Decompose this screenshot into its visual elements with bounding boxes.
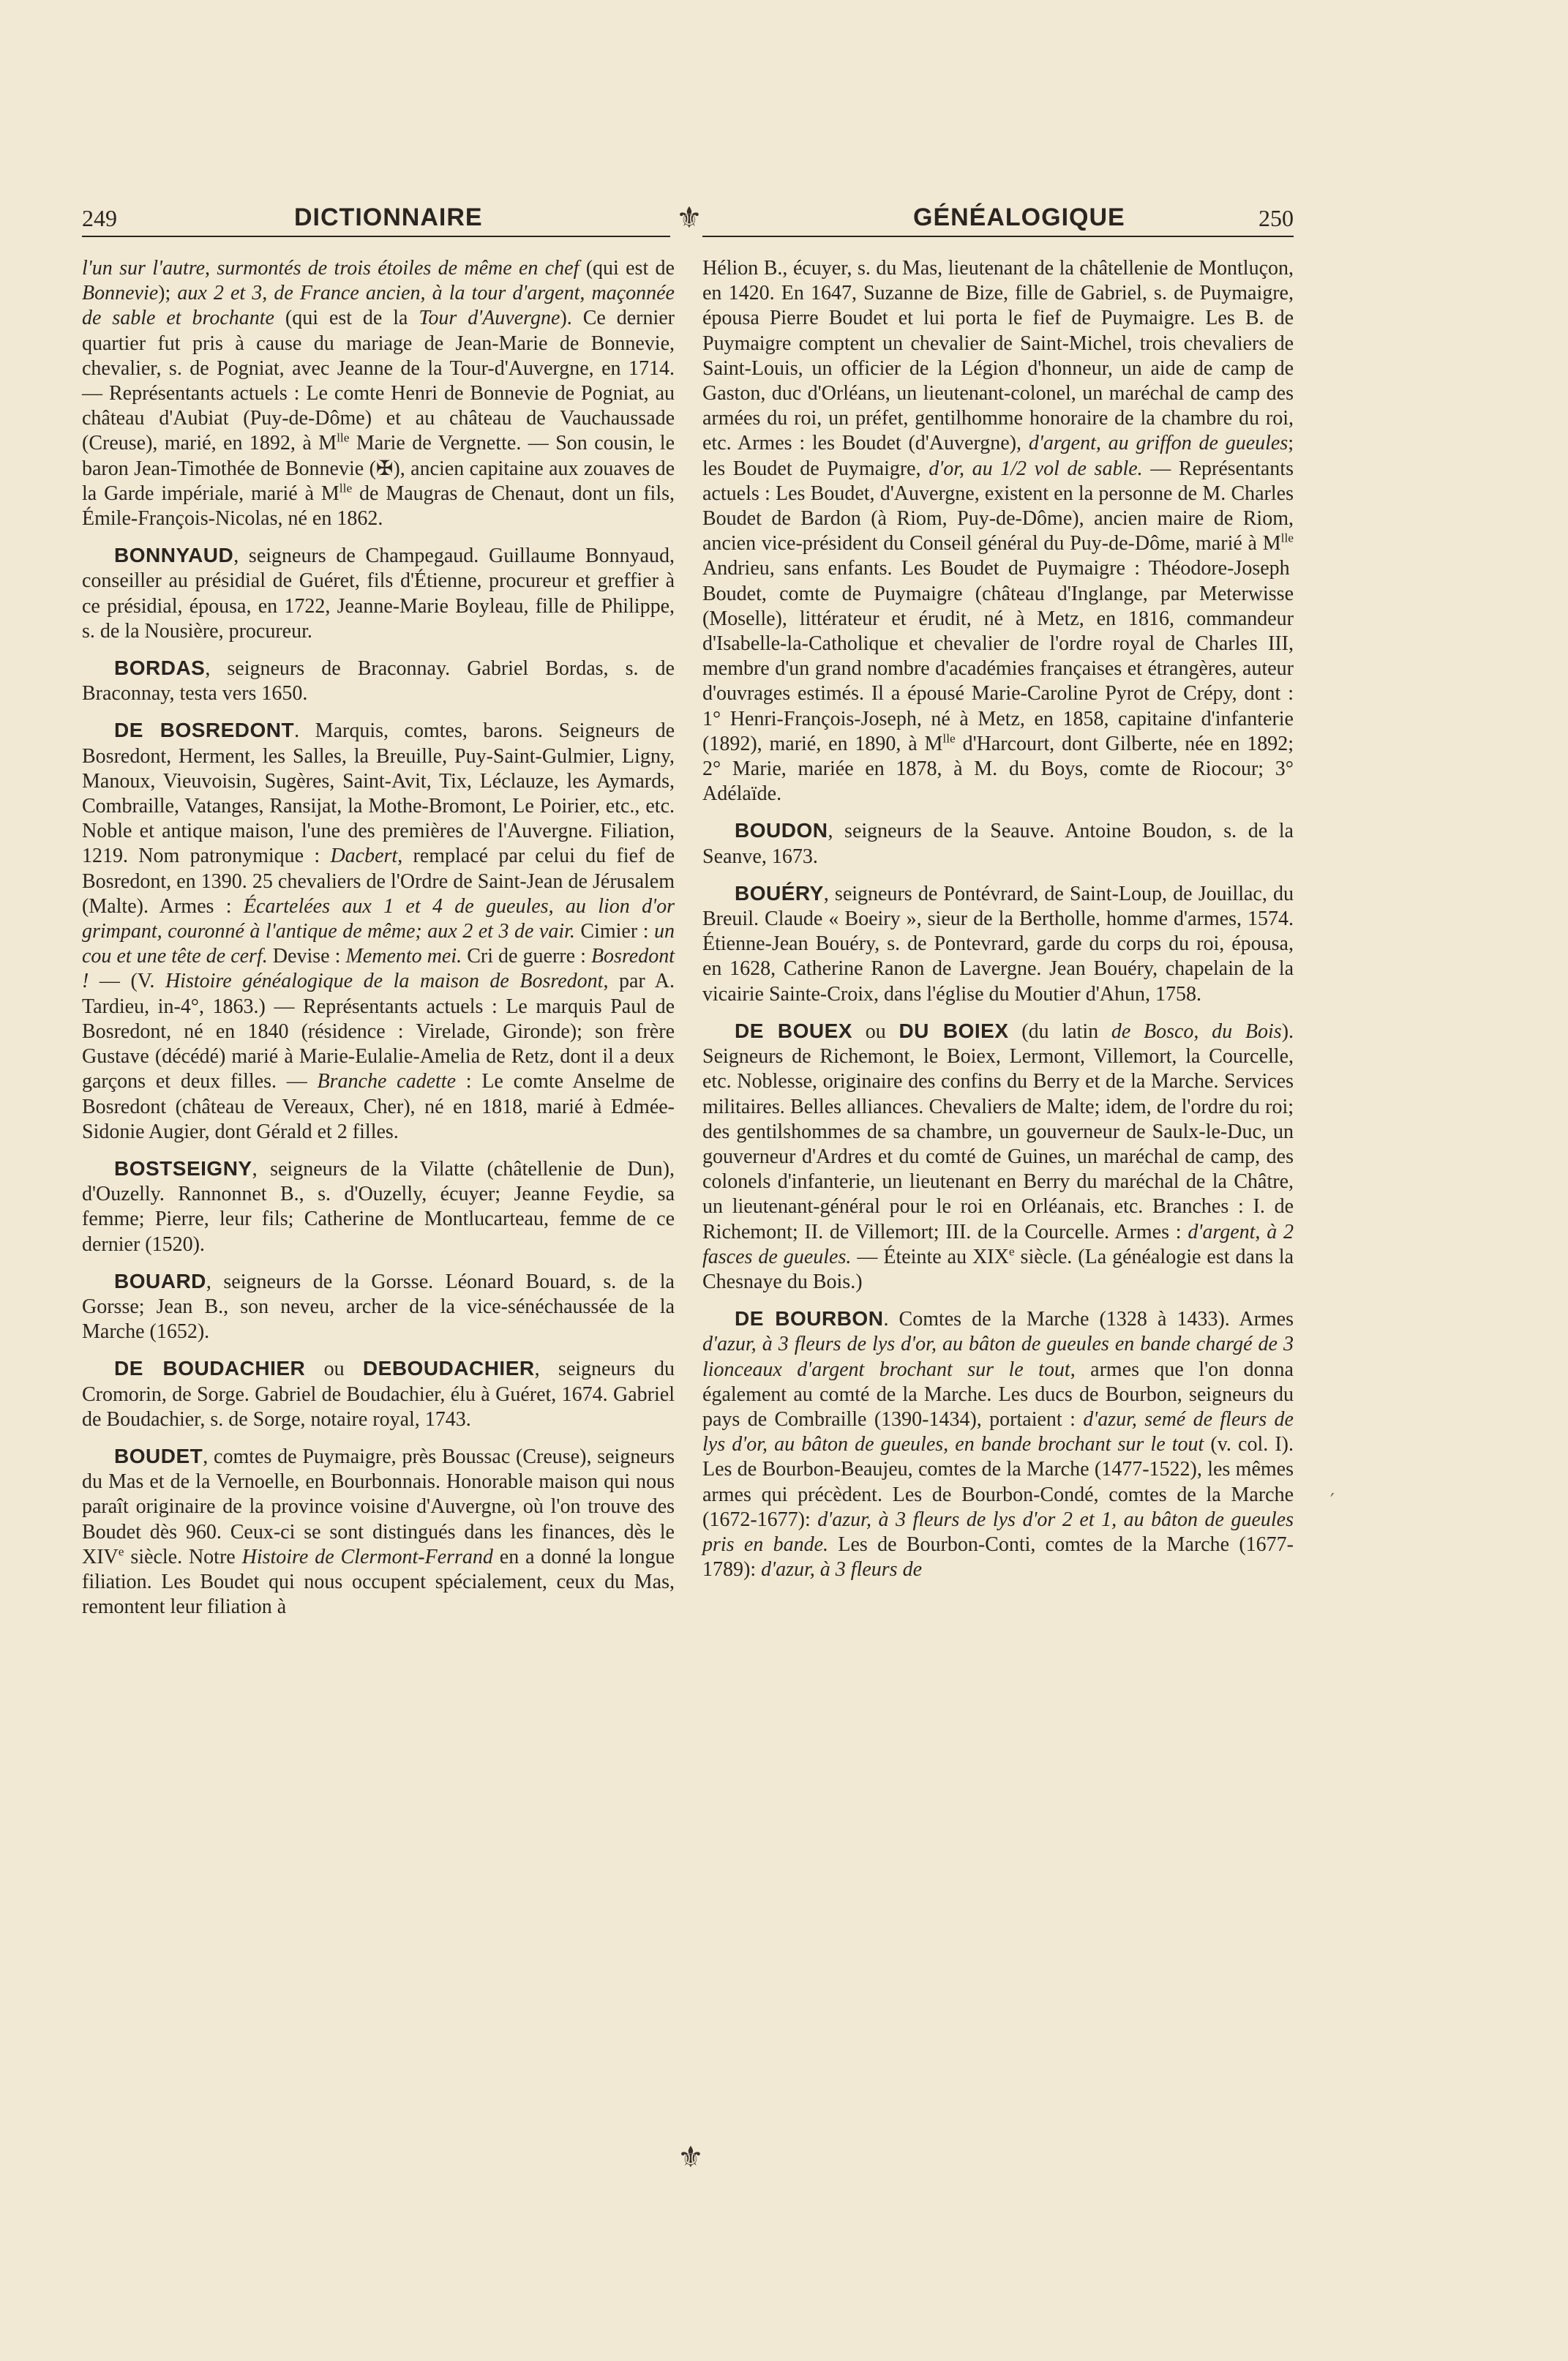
header-rule-right [702,236,1294,237]
italic-text: d'argent, à 2 fasces de gueules. [702,1220,1294,1268]
body-text: Marie de Vergnette. — Son cousin, le baron Jean-Timothée de Bonnevie (✠), ancien capitaine aux zouaves de la Garde impériale, marié à M [82,432,675,505]
left-column [82,256,675,1631]
right-column [702,256,1294,1594]
entry-name: BONNYAUD [114,544,234,567]
body-text: : Le comte Anselme de Bosredont (château de Vereaux, Cher), né en 1818, marié à Edmée-Sidonie Augier, dont Gérald et 2 filles. [82,1070,675,1143]
entry-paragraph [82,1269,675,1345]
superscript-text: e [1008,1244,1015,1259]
italic-text: Histoire généalogique de la maison de Bosredont [165,970,604,993]
body-text: , par A. Tardieu, in-4°, 1863.) — Représentants actuels : Le marquis Paul de Bosredont, né en 1840 (résidence : Virelade, Gironde); son frère Gustave (décédé) marié à Marie-Eulalie-Amelia de Retz, dont il a deux garçons et deux filles. — [82,970,675,1093]
body-text: Hélion B., écuyer, s. du Mas, lieutenant de la châtellenie de Montluçon, en 1420. En 1647, Suzanne de Bize, fille de Gabriel, s. de Puymaigre, épousa Pierre Boudet et lui porta le fief de Puymaigre. Les B. de Puymaigre comptent un chevalier de Saint-Michel, trois chevaliers de Saint-Louis, un officier de la Légion d'honneur, un aide de camp de Gaston, duc d'Orléans, un lieutenant-colonel, un maréchal de camp des armées du roi, un préfet, gentilhomme honoraire de la chambre du roi, etc. Armes : les Boudet (d'Auvergne), [702,257,1294,455]
entry-name: BOSTSEIGNY [114,1156,252,1180]
italic-text: de Bosco, du Bois [1111,1019,1282,1043]
italic-text: d'azur, semé de fleurs de lys d'or, au bâton de gueules, en bande brochant sur le tout [702,1407,1294,1456]
body-text: , seigneurs du Cromorin, de Sorge. Gabriel de Boudachier, élu à Guéret, 1674. Gabriel de Boudachier, s. de Sorge, notaire royal, 1743. [82,1358,675,1431]
body-text: Les de Bourbon-Conti, comtes de la Marche (1677-1789): [702,1533,1294,1582]
body-text: ); [158,282,178,305]
body-text: , seigneurs de la Gorsse. Léonard Bouard, s. de la Gorsse; Jean B., son neveu, archer de la vice-sénéchaussée de la Marche (1652). [82,1270,675,1344]
italic-text: d'azur, à 3 fleurs de lys d'or 2 et 1, au bâton de gueules pris en bande. [702,1508,1294,1556]
left-running-title: DICTIONNAIRE [294,203,483,231]
entry-name: DE BOUEX [735,1019,852,1042]
left-page-number: 249 [82,205,117,231]
body-text: ). Ce dernier quartier fut pris à cause du mariage de Jean-Marie de Bonnevie, chevalier, s. de Pogniat, avec Jeanne de la Tour-d'Auvergne, en 1714. — Représentants actuels : Le comte Henri de Bonnevie de Pogniat, au château d'Aubiat (Puy-de-Dôme) et au château de Vauchaussade (Creuse), marié, en 1892, à M [82,307,675,455]
body-text: d'Harcourt, dont Gilberte, née en 1892; 2° Marie, mariée en 1878, à M. du Boys, comte de Riocour; 3° Adélaïde. [702,732,1294,806]
italic-text: d'azur, à 3 fleurs de [761,1558,922,1582]
entry-name: BORDAS [114,656,206,680]
body-text: , armes que l'on donna également au comté de la Marche. Les ducs de Bourbon, seigneurs du pays de Combraille (1390-1434), portaient : [702,1358,1294,1431]
entry-paragraph [702,881,1294,1007]
italic-text: Écartelées aux 1 et 4 de gueules, au lion d'or grimpant, couronné à l'antique de même; aux 2 et 3 de vair. [82,894,675,943]
body-text: , comtes de Puymaigre, près Boussac (Creuse), seigneurs du Mas et de la Vernoelle, en Bourbonnais. Honorable maison qui nous paraît originaire de la province voisine d'Auvergne, où l'on trouve des Boudet dès 960. Ceux-ci se sont distingués dans les finances, dès le XIV [82,1445,675,1568]
body-text: — (V. [89,970,165,993]
entry-name: BOUÉRY [735,881,824,905]
entry-name: DE BOUDACHIER [114,1357,306,1380]
entry-name: BOUARD [114,1269,206,1292]
italic-text: aux 2 et 3, de France ancien, à la tour d'argent, maçonnée de sable et brochante [82,282,675,330]
entry-paragraph [82,1156,675,1257]
body-text: Andrieu, sans enfants. Les Boudet de Puymaigre : Théodore-Joseph Boudet, comte de Puymaigre (château d'Inglange, par Meterwisse (Moselle), littérateur et érudit, né à Metz, en 1816, commandeur d'Isabelle-la-Catholique et chevalier de l'ordre royal de Charles III, membre d'un grand nombre d'académies françaises et étrangères, auteur d'ouvrages estimés. Il a épousé Marie-Caroline Pyrot de Crépy, dont : 1° Henri-François-Joseph, né à Metz, en 1858, capitaine d'infanterie (1892), marié, en 1890, à M [702,557,1294,755]
body-text: , seigneurs de Champegaud. Guillaume Bonnyaud, conseiller au présidial de Guéret, fils d'Étienne, procureur et greffier à ce présidial, épousa, en 1722, Jeanne-Marie Boyleau, fille de Philippe, s. de la Nousière, procureur. [82,545,675,643]
body-text: Cimier : [574,920,654,943]
body-text: ou [305,1358,363,1381]
entry-paragraph [702,256,1294,807]
italic-text: Branche cadette [317,1070,457,1093]
right-running-title: GÉNÉALOGIQUE [913,203,1125,231]
body-text: . Comtes de la Marche (1328 à 1433). Armes [883,1308,1294,1331]
entry-paragraph [82,656,675,706]
entry-name: BOUDET [114,1444,203,1467]
body-text: , remplacé par celui du fief de Bosredont, en 1390. 25 chevaliers de l'Ordre de Saint-Jean de Jérusalem (Malte). Armes : [82,845,675,918]
entry-paragraph [82,718,675,1144]
italic-text: Bonnevie [82,282,159,305]
body-text: (du latin [1008,1019,1111,1043]
superscript-text: e [118,1544,124,1559]
superscript-text: lle [1280,531,1294,545]
entry-name: DE BOSREDONT [114,719,295,742]
italic-text: d'argent, au griffon de gueules [1028,432,1288,455]
entry-name: DU BOIEX [899,1019,1009,1042]
entry-paragraph [82,543,675,644]
entry-paragraph [702,1019,1294,1295]
body-text: — Représentants actuels : Les Boudet, d'Auvergne, existent en la personne de M. Charles Boudet de Bardon (à Riom, Puy-de-Dôme), ancien maire de Riom, ancien vice-président du Conseil général du Puy-de-Dôme, marié à M [702,457,1294,555]
body-text: , seigneurs de Braconnay. Gabriel Bordas, s. de Braconnay, testa vers 1650. [82,657,675,706]
body-text: siècle. (La généalogie est dans la Chesnaye du Bois.) [702,1245,1294,1293]
italic-text: Dacbert [330,845,398,868]
italic-text: Memento mei. [345,945,462,968]
body-text: , seigneurs de la Seauve. Antoine Boudon, s. de la Seanve, 1673. [702,820,1294,868]
body-text: Devise : [267,945,346,968]
body-text: (qui est de [579,257,675,280]
entry-paragraph [702,1306,1294,1582]
body-text: (qui est de la [274,307,419,330]
italic-text: un cou et une tête de cerf. [82,920,675,968]
entry-name: DE BOURBON [735,1307,884,1331]
entry-name: BOUDON [735,819,828,842]
header-rule-left [82,236,670,237]
fleuron-ornament-icon: ⚜ [676,201,702,235]
italic-text: Bosredont ! [82,945,675,993]
body-text: ou [852,1019,899,1043]
body-text: . Marquis, comtes, barons. Seigneurs de Bosredont, Herment, les Salles, la Breuille, Puy-Saint-Gulmier, Ligny, Manoux, Vieuvoisin, Sugères, Saint-Avit, Tix, Léclauze, les Aymards, Combraille, Vatanges, Ransijat, la Mothe-Bromont, Le Poirier, etc., etc. Noble et antique maison, l'une des premières de l'Auvergne. Filiation, 1219. Nom patronymique : [82,719,675,868]
italic-text: l'un sur l'autre, surmontés de trois étoiles de même en chef [82,257,579,280]
superscript-text: lle [339,481,353,495]
italic-text: d'or, au 1/2 vol de sable. [929,457,1143,480]
body-text: , seigneurs de la Vilatte (châtellenie de Dun), d'Ouzelly. Rannonnet B., s. d'Ouzelly, écuyer; Jeanne Feydie, sa femme; Pierre, leur fils; Catherine de Montlucarteau, femme de ce dernier (1520). [82,1157,675,1256]
entry-paragraph [82,1444,675,1620]
body-text: — Éteinte au XIX [851,1245,1009,1268]
body-text: ; les Boudet de Puymaigre, [702,432,1294,480]
italic-text: Histoire de Clermont-Ferrand [241,1545,493,1568]
body-text: de Maugras de Chenaut, dont un fils, Émile-François-Nicolas, né en 1862. [82,482,675,531]
superscript-text: lle [337,431,350,446]
italic-text: d'azur, à 3 fleurs de lys d'or, au bâton de gueules en bande chargé de 3 lionceaux d'argent brochant sur le tout [702,1333,1294,1381]
margin-tick: ′ [1330,1490,1335,1512]
entry-paragraph [82,1356,675,1432]
right-page-number: 250 [1258,205,1294,231]
entry-paragraph [702,818,1294,869]
italic-text: Tour d'Auvergne [419,307,560,330]
body-text: siècle. Notre [124,1545,242,1568]
body-text: en a donné la longue filiation. Les Boudet qui nous occupent spécialement, ceux du Mas, remontent leur filiation à [82,1545,675,1619]
body-text: , seigneurs de Pontévrard, de Saint-Loup, de Jouillac, du Breuil. Claude « Boeiry », sieur de la Bertholle, homme d'armes, 1574. Étienne-Jean Bouéry, s. de Pontevrard, garde du corps du roi, épousa, en 1628, Catherine Ranon de Lavergne. Jean Bouéry, chapelain de la vicairie Sainte-Croix, dans l'église du Moutier d'Ahun, 1758. [702,882,1294,1006]
superscript-text: lle [942,731,956,746]
body-text: (v. col. I). Les de Bourbon-Beaujeu, comtes de la Marche (1477-1522), les mêmes armes qui précèdent. Les de Bourbon-Condé, comtes de la Marche (1672-1677): [702,1433,1294,1531]
body-text: Cri de guerre : [462,945,591,968]
column-ornament-icon: ⚜ [678,2141,704,2174]
entry-paragraph [82,256,675,531]
body-text: ). Seigneurs de Richemont, le Boiex, Lermont, Villemort, la Courcelle, etc. Noblesse, originaire des confins du Berry et de la Marche. Services militaires. Belles alliances. Chevaliers de Malte; idem, de l'ordre du roi; des gentilshommes de sa chambre, un gouverneur de Saulx-le-Duc, un gouverneur d'Ardres et du comté de Guines, un maréchal de camp, des colonels d'infanterie, un lieutenant en Berry du maréchal de la Châtre, un lieutenant-général pour le roi en Orléanais, etc. Branches : I. de Richemont; II. de Villemort; III. de la Courcelle. Armes : [702,1019,1294,1243]
entry-name: DEBOUDACHIER [362,1357,535,1380]
